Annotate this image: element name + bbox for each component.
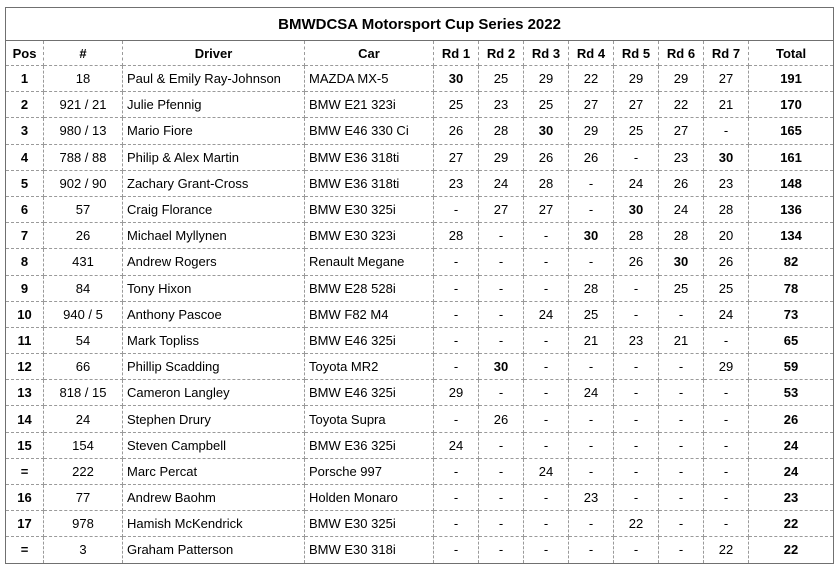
column-header: Rd 6 — [659, 41, 704, 66]
table-row — [6, 327, 834, 353]
car-number-cell: 222 — [44, 458, 123, 484]
round-1-cell: - — [434, 275, 479, 301]
round-3-cell: - — [524, 406, 569, 432]
table-row — [6, 223, 834, 249]
car-number-cell: 77 — [44, 485, 123, 511]
round-4-cell: 24 — [569, 380, 614, 406]
total-cell: 161 — [749, 144, 834, 170]
car-number-cell: 66 — [44, 354, 123, 380]
round-1-cell: 23 — [434, 170, 479, 196]
table-row — [6, 144, 834, 170]
car-number-cell: 26 — [44, 223, 123, 249]
car-cell: BMW E30 323i — [305, 223, 434, 249]
total-cell: 148 — [749, 170, 834, 196]
round-1-cell: - — [434, 537, 479, 563]
driver-cell: Cameron Langley — [123, 380, 305, 406]
driver-cell: Philip & Alex Martin — [123, 144, 305, 170]
car-cell: MAZDA MX-5 — [305, 66, 434, 92]
round-2-cell: - — [479, 249, 524, 275]
round-2-cell: 28 — [479, 118, 524, 144]
car-cell: BMW E30 318i — [305, 537, 434, 563]
round-3-cell: 24 — [524, 301, 569, 327]
header-row — [6, 41, 834, 66]
driver-cell: Paul & Emily Ray-Johnson — [123, 66, 305, 92]
total-cell: 22 — [749, 537, 834, 563]
position-cell: 6 — [6, 196, 44, 222]
round-6-cell: - — [659, 432, 704, 458]
driver-cell: Tony Hixon — [123, 275, 305, 301]
table-row — [6, 275, 834, 301]
driver-cell: Andrew Baohm — [123, 485, 305, 511]
table-row — [6, 354, 834, 380]
round-1-cell: - — [434, 458, 479, 484]
driver-cell: Mark Topliss — [123, 327, 305, 353]
round-6-cell: - — [659, 380, 704, 406]
position-cell: = — [6, 537, 44, 563]
round-2-cell: - — [479, 537, 524, 563]
position-cell: 16 — [6, 485, 44, 511]
table-row — [6, 380, 834, 406]
column-header: Rd 5 — [614, 41, 659, 66]
total-cell: 53 — [749, 380, 834, 406]
round-4-cell: - — [569, 432, 614, 458]
round-7-cell: - — [704, 511, 749, 537]
round-7-cell: 26 — [704, 249, 749, 275]
round-1-cell: - — [434, 249, 479, 275]
round-7-cell: - — [704, 327, 749, 353]
round-6-cell: 25 — [659, 275, 704, 301]
round-7-cell: - — [704, 485, 749, 511]
round-6-cell: 28 — [659, 223, 704, 249]
round-1-cell: - — [434, 301, 479, 327]
driver-cell: Phillip Scadding — [123, 354, 305, 380]
car-number-cell: 3 — [44, 537, 123, 563]
round-4-cell: 25 — [569, 301, 614, 327]
car-cell: Holden Monaro — [305, 485, 434, 511]
round-1-cell: - — [434, 485, 479, 511]
position-cell: = — [6, 458, 44, 484]
round-3-cell: 30 — [524, 118, 569, 144]
driver-cell: Stephen Drury — [123, 406, 305, 432]
round-3-cell: - — [524, 537, 569, 563]
round-3-cell: - — [524, 432, 569, 458]
round-4-cell: 30 — [569, 223, 614, 249]
round-2-cell: - — [479, 485, 524, 511]
position-cell: 1 — [6, 66, 44, 92]
table-row — [6, 485, 834, 511]
car-cell: BMW E21 323i — [305, 92, 434, 118]
round-2-cell: 26 — [479, 406, 524, 432]
total-cell: 165 — [749, 118, 834, 144]
round-2-cell: - — [479, 511, 524, 537]
round-4-cell: 28 — [569, 275, 614, 301]
round-5-cell: 28 — [614, 223, 659, 249]
standings-sheet — [5, 7, 833, 564]
position-cell: 17 — [6, 511, 44, 537]
round-3-cell: - — [524, 223, 569, 249]
position-cell: 10 — [6, 301, 44, 327]
table-title: BMWDCSA Motorsport Cup Series 2022 — [6, 8, 834, 41]
car-cell: BMW F82 M4 — [305, 301, 434, 327]
driver-cell: Hamish McKendrick — [123, 511, 305, 537]
round-2-cell: - — [479, 301, 524, 327]
round-6-cell: 27 — [659, 118, 704, 144]
position-cell: 5 — [6, 170, 44, 196]
round-1-cell: - — [434, 196, 479, 222]
round-5-cell: - — [614, 275, 659, 301]
position-cell: 7 — [6, 223, 44, 249]
total-cell: 22 — [749, 511, 834, 537]
round-2-cell: 24 — [479, 170, 524, 196]
round-6-cell: - — [659, 511, 704, 537]
round-3-cell: 28 — [524, 170, 569, 196]
round-1-cell: - — [434, 406, 479, 432]
round-1-cell: - — [434, 511, 479, 537]
column-header: Rd 3 — [524, 41, 569, 66]
table-row — [6, 92, 834, 118]
round-7-cell: 30 — [704, 144, 749, 170]
car-number-cell: 980 / 13 — [44, 118, 123, 144]
round-4-cell: 23 — [569, 485, 614, 511]
round-4-cell: - — [569, 170, 614, 196]
round-7-cell: - — [704, 118, 749, 144]
car-number-cell: 24 — [44, 406, 123, 432]
position-cell: 4 — [6, 144, 44, 170]
round-4-cell: 22 — [569, 66, 614, 92]
column-header: Total — [749, 41, 834, 66]
round-5-cell: 29 — [614, 66, 659, 92]
round-4-cell: 27 — [569, 92, 614, 118]
car-number-cell: 431 — [44, 249, 123, 275]
round-3-cell: 25 — [524, 92, 569, 118]
round-3-cell: - — [524, 511, 569, 537]
round-7-cell: 28 — [704, 196, 749, 222]
round-1-cell: 28 — [434, 223, 479, 249]
column-header: Car — [305, 41, 434, 66]
total-cell: 24 — [749, 432, 834, 458]
car-cell: BMW E46 325i — [305, 327, 434, 353]
total-cell: 136 — [749, 196, 834, 222]
round-2-cell: - — [479, 432, 524, 458]
car-number-cell: 18 — [44, 66, 123, 92]
car-number-cell: 154 — [44, 432, 123, 458]
round-1-cell: - — [434, 327, 479, 353]
round-2-cell: 30 — [479, 354, 524, 380]
driver-cell: Steven Campbell — [123, 432, 305, 458]
round-6-cell: 21 — [659, 327, 704, 353]
round-6-cell: 23 — [659, 144, 704, 170]
car-number-cell: 978 — [44, 511, 123, 537]
car-number-cell: 940 / 5 — [44, 301, 123, 327]
total-cell: 59 — [749, 354, 834, 380]
round-7-cell: 29 — [704, 354, 749, 380]
round-5-cell: - — [614, 432, 659, 458]
round-3-cell: 29 — [524, 66, 569, 92]
table-row — [6, 196, 834, 222]
round-2-cell: 25 — [479, 66, 524, 92]
round-2-cell: - — [479, 458, 524, 484]
round-5-cell: - — [614, 485, 659, 511]
car-cell: BMW E30 325i — [305, 196, 434, 222]
table-row — [6, 458, 834, 484]
table-row — [6, 170, 834, 196]
column-header: Driver — [123, 41, 305, 66]
column-header: Pos — [6, 41, 44, 66]
table-body — [6, 66, 834, 564]
round-5-cell: - — [614, 537, 659, 563]
round-6-cell: - — [659, 354, 704, 380]
round-7-cell: - — [704, 432, 749, 458]
round-3-cell: - — [524, 485, 569, 511]
round-2-cell: - — [479, 223, 524, 249]
round-6-cell: - — [659, 537, 704, 563]
round-6-cell: 30 — [659, 249, 704, 275]
round-4-cell: 21 — [569, 327, 614, 353]
round-5-cell: 26 — [614, 249, 659, 275]
round-5-cell: - — [614, 380, 659, 406]
round-3-cell: - — [524, 249, 569, 275]
car-cell: Renault Megane — [305, 249, 434, 275]
car-number-cell: 902 / 90 — [44, 170, 123, 196]
round-5-cell: - — [614, 458, 659, 484]
round-7-cell: 21 — [704, 92, 749, 118]
table-row — [6, 432, 834, 458]
column-header: Rd 2 — [479, 41, 524, 66]
total-cell: 26 — [749, 406, 834, 432]
round-1-cell: 30 — [434, 66, 479, 92]
column-header: # — [44, 41, 123, 66]
total-cell: 78 — [749, 275, 834, 301]
round-4-cell: - — [569, 537, 614, 563]
round-1-cell: 24 — [434, 432, 479, 458]
car-number-cell: 57 — [44, 196, 123, 222]
round-4-cell: - — [569, 354, 614, 380]
round-2-cell: 29 — [479, 144, 524, 170]
round-7-cell: 22 — [704, 537, 749, 563]
driver-cell: Zachary Grant-Cross — [123, 170, 305, 196]
round-5-cell: 22 — [614, 511, 659, 537]
table-row — [6, 301, 834, 327]
driver-cell: Andrew Rogers — [123, 249, 305, 275]
round-5-cell: 27 — [614, 92, 659, 118]
total-cell: 23 — [749, 485, 834, 511]
car-cell: BMW E36 325i — [305, 432, 434, 458]
total-cell: 65 — [749, 327, 834, 353]
standings-table — [5, 7, 834, 564]
round-5-cell: 25 — [614, 118, 659, 144]
round-7-cell: 20 — [704, 223, 749, 249]
round-7-cell: - — [704, 458, 749, 484]
round-4-cell: 26 — [569, 144, 614, 170]
total-cell: 82 — [749, 249, 834, 275]
round-3-cell: 24 — [524, 458, 569, 484]
table-row — [6, 249, 834, 275]
round-6-cell: 26 — [659, 170, 704, 196]
round-5-cell: - — [614, 144, 659, 170]
round-3-cell: - — [524, 327, 569, 353]
round-3-cell: - — [524, 380, 569, 406]
car-cell: Toyota MR2 — [305, 354, 434, 380]
column-header: Rd 4 — [569, 41, 614, 66]
round-7-cell: - — [704, 380, 749, 406]
car-number-cell: 818 / 15 — [44, 380, 123, 406]
table-row — [6, 66, 834, 92]
round-5-cell: - — [614, 354, 659, 380]
round-6-cell: - — [659, 458, 704, 484]
column-header: Rd 1 — [434, 41, 479, 66]
driver-cell: Julie Pfennig — [123, 92, 305, 118]
car-cell: BMW E46 325i — [305, 380, 434, 406]
round-6-cell: - — [659, 406, 704, 432]
driver-cell: Marc Percat — [123, 458, 305, 484]
position-cell: 8 — [6, 249, 44, 275]
round-2-cell: - — [479, 275, 524, 301]
car-number-cell: 921 / 21 — [44, 92, 123, 118]
table-row — [6, 118, 834, 144]
round-5-cell: - — [614, 301, 659, 327]
total-cell: 170 — [749, 92, 834, 118]
round-3-cell: - — [524, 354, 569, 380]
round-5-cell: 24 — [614, 170, 659, 196]
total-cell: 191 — [749, 66, 834, 92]
round-2-cell: 27 — [479, 196, 524, 222]
round-1-cell: 26 — [434, 118, 479, 144]
round-2-cell: - — [479, 380, 524, 406]
position-cell: 9 — [6, 275, 44, 301]
round-5-cell: 23 — [614, 327, 659, 353]
car-cell: BMW E46 330 Ci — [305, 118, 434, 144]
round-6-cell: - — [659, 301, 704, 327]
position-cell: 15 — [6, 432, 44, 458]
round-5-cell: 30 — [614, 196, 659, 222]
round-3-cell: 27 — [524, 196, 569, 222]
car-cell: Toyota Supra — [305, 406, 434, 432]
round-7-cell: 27 — [704, 66, 749, 92]
round-3-cell: 26 — [524, 144, 569, 170]
car-number-cell: 788 / 88 — [44, 144, 123, 170]
driver-cell: Craig Florance — [123, 196, 305, 222]
round-2-cell: 23 — [479, 92, 524, 118]
column-header: Rd 7 — [704, 41, 749, 66]
round-7-cell: 25 — [704, 275, 749, 301]
car-number-cell: 84 — [44, 275, 123, 301]
position-cell: 2 — [6, 92, 44, 118]
driver-cell: Graham Patterson — [123, 537, 305, 563]
round-6-cell: 22 — [659, 92, 704, 118]
round-4-cell: 29 — [569, 118, 614, 144]
car-cell: BMW E36 318ti — [305, 170, 434, 196]
car-cell: BMW E30 325i — [305, 511, 434, 537]
total-cell: 73 — [749, 301, 834, 327]
position-cell: 3 — [6, 118, 44, 144]
table-row — [6, 406, 834, 432]
round-6-cell: - — [659, 485, 704, 511]
position-cell: 12 — [6, 354, 44, 380]
driver-cell: Anthony Pascoe — [123, 301, 305, 327]
round-1-cell: 27 — [434, 144, 479, 170]
round-4-cell: - — [569, 458, 614, 484]
position-cell: 13 — [6, 380, 44, 406]
driver-cell: Mario Fiore — [123, 118, 305, 144]
total-cell: 134 — [749, 223, 834, 249]
driver-cell: Michael Myllynen — [123, 223, 305, 249]
round-4-cell: - — [569, 249, 614, 275]
round-1-cell: 25 — [434, 92, 479, 118]
position-cell: 14 — [6, 406, 44, 432]
car-cell: Porsche 997 — [305, 458, 434, 484]
round-3-cell: - — [524, 275, 569, 301]
round-4-cell: - — [569, 406, 614, 432]
car-number-cell: 54 — [44, 327, 123, 353]
table-row — [6, 537, 834, 563]
round-7-cell: 24 — [704, 301, 749, 327]
car-cell: BMW E28 528i — [305, 275, 434, 301]
round-7-cell: - — [704, 406, 749, 432]
round-1-cell: - — [434, 354, 479, 380]
round-1-cell: 29 — [434, 380, 479, 406]
position-cell: 11 — [6, 327, 44, 353]
round-6-cell: 24 — [659, 196, 704, 222]
round-5-cell: - — [614, 406, 659, 432]
round-7-cell: 23 — [704, 170, 749, 196]
round-4-cell: - — [569, 511, 614, 537]
round-4-cell: - — [569, 196, 614, 222]
round-2-cell: - — [479, 327, 524, 353]
total-cell: 24 — [749, 458, 834, 484]
table-row — [6, 511, 834, 537]
car-cell: BMW E36 318ti — [305, 144, 434, 170]
round-6-cell: 29 — [659, 66, 704, 92]
